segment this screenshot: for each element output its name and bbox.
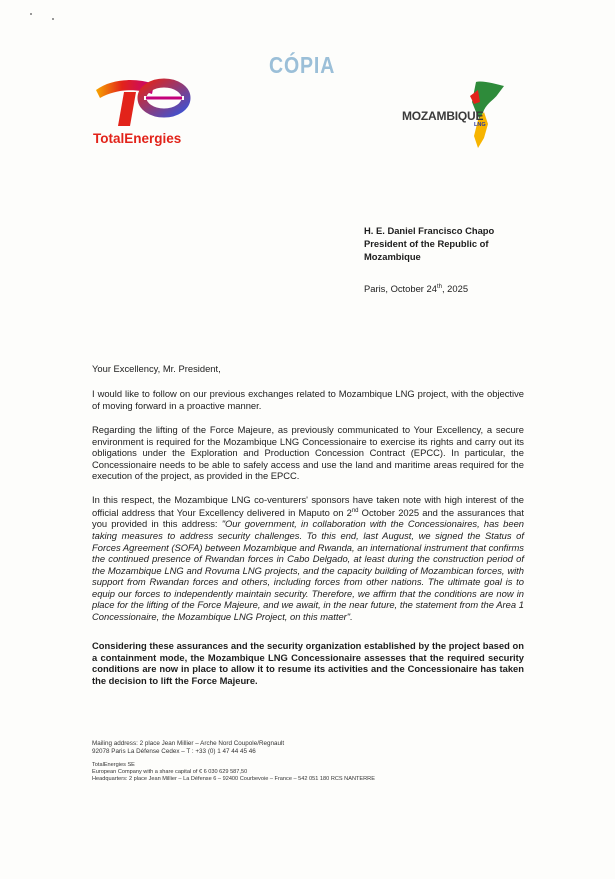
mozambique-wordmark: MOZAMBIQUE bbox=[402, 109, 484, 123]
salutation: Your Excellency, Mr. President, bbox=[92, 363, 221, 374]
paragraph-4: Considering these assurances and the security organization established by the project based on a containment mode, the Mozambique LNG Concessionaire assesses that the required security conditions are now in place to allow it to resume its activities and the Concessionaire has taken the decision to lift the Force Majeure. bbox=[92, 640, 524, 686]
paragraph-2: Regarding the lifting of the Force Majeure, as previously communicated to Your Excellency, a secure environment is required for the Mozambique LNG Concessionaire to exercise its rights and carry out its obligations under the Exploration and Production Concession Contract (EPCC). In particular, the Concessionaire needs to be able to safely access and use the land and maritime areas required for the execution of the project, as provided in the EPCC. bbox=[92, 424, 524, 482]
recipient-title: President of the Republic of bbox=[364, 238, 489, 249]
scan-speck bbox=[52, 18, 54, 20]
paragraph-1: I would like to follow on our previous exchanges related to Mozambique LNG project, with the objective of moving forward in a proactive manner. bbox=[92, 388, 524, 411]
totalenergies-wordmark: TotalEnergies bbox=[93, 131, 182, 146]
mailing-address: Mailing address: 2 place Jean Millier – Arche Nord Coupole/Regnault 92078 Paris La Défense Cedex – T : +33 (0) 1 47 44 45 46 bbox=[92, 740, 285, 756]
president-quote: "Our government, in collaboration with the Concessionaires, has been taking measures to address security challenges. To this end, last August, we signed the Status of Forces Agreement (SOFA) between Mozambique and Rwanda, an international instrument that confirms the continued presence of Rwandan forces in Cabo Delgado, at least during the construction period of the Mozambique LNG and Rovuma LNG projects, and the capacity building of Mozambican forces, with support from Rwandan forces and others, including forces from other nations. The ultimate goal is to equip our forces to independently maintain security. Therefore, we affirm that the conditions are now in place for the lifting of the Force Majeure, and we await, in the near future, the statement from the Area 1 Concessionaire, the Mozambique LNG Project, on this matter". bbox=[92, 518, 525, 623]
scan-speck bbox=[30, 13, 32, 15]
paragraph-3: In this respect, the Mozambique LNG co-venturers' sponsors have taken note with high interest of the official address that Your Excellency delivered in Maputo on 2nd October 2025 and the assurances that you provided in this address: "Our government, in collaboration with the Concessionaires, has been taking measures to address security challenges. To this end, last August, we signed the Status of Forces Agreement (SOFA) between Mozambique and Rwanda, an international instrument that confirms the continued presence of Rwandan forces in Cabo Delgado, at least during the construction period of the Mozambique LNG and Rovuma LNG projects, and the capacity building of Mozambican forces, with support from Rwandan forces and others, including forces from other nations. The ultimate goal is to equip our forces to independently maintain security. Therefore, we affirm that the conditions are now in place for the lifting of the Force Majeure, and we await, in the near future, the statement from the Area 1 Concessionaire, the Mozambique LNG Project, on this matter". bbox=[92, 494, 525, 623]
recipient-country: Mozambique bbox=[364, 251, 421, 262]
recipient-block bbox=[364, 224, 494, 263]
copy-stamp: CÓPIA bbox=[269, 52, 336, 78]
lng-wordmark: LNG bbox=[474, 122, 486, 128]
recipient-name: H. E. Daniel Francisco Chapo bbox=[364, 225, 495, 236]
letter-date: Paris, October 24th, 2025 bbox=[364, 283, 469, 294]
company-info: TotalEnergies SE European Company with a share capital of € 6 030 629 587,50 Headquarters: 2 place Jean Millier – La Défense 6 – 92400 Courbevoie – France – 542 051 180 RCS NANTERRE bbox=[92, 762, 375, 783]
totalenergies-logo-icon bbox=[92, 68, 192, 130]
